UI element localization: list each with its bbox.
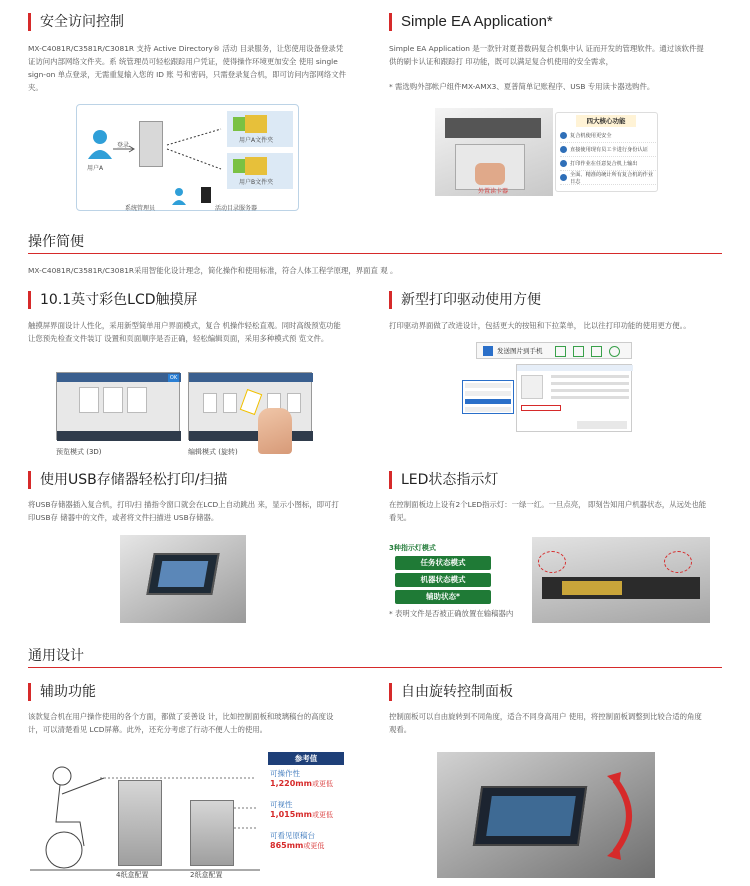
card-reader-label: 外置读卡器 xyxy=(478,188,509,195)
reference-label: 可视性 xyxy=(270,800,293,809)
simple-ea-text: Simple EA Application 是一款针对夏普数码复合机集中认 证而开发的管理软件。通过该软件提供的刷卡认证和跟踪打 印功能，既可以满足复合机使用的安全需求， xyxy=(389,44,704,66)
edit-caption: 编辑模式 (旋转) xyxy=(188,448,238,456)
accessibility-text: 该款复合机在用户操作使用的各个方面，都做了妥善设 计，比如控制面板和玻璃稿台的高度设计，可以清楚看见 LCD屏幕。此外，还充分考虑了行动不便人士的使用。 xyxy=(28,712,334,734)
excel-icon[interactable] xyxy=(573,346,584,357)
section-title-security: 安全访问控制 xyxy=(28,13,124,31)
preview-caption: 预览模式 (3D) xyxy=(56,448,102,456)
lcd-text: 触摸屏界面设计人性化，采用新型简单用户界面模式，复合 机操作轻松直观。同时高级预览功能让您预先检查文件装订 设置和页面顺序是否正确，轻松编辑页面，采用多种模式预 览文件。 xyxy=(28,321,341,343)
expand-icon[interactable] xyxy=(555,346,566,357)
feature-label: 打印作业在任意复合机上输出 xyxy=(570,161,638,167)
reference-title: 参考值 xyxy=(268,752,344,765)
driver-toolbar xyxy=(476,342,632,359)
section-title-print-driver: 新型打印驱动使用方便 xyxy=(389,291,541,309)
section-title-rotating-panel: 自由旋转控制面板 xyxy=(389,683,513,701)
section-title-universal-design: 通用设计 xyxy=(28,648,84,664)
core-features-title: 四大核心功能 xyxy=(576,115,636,127)
core-feature-item xyxy=(560,143,656,157)
led-green-marker xyxy=(538,551,566,573)
reference-label: 可操作性 xyxy=(270,769,300,778)
folder-a-area xyxy=(227,111,293,147)
core-feature-item xyxy=(560,129,656,143)
arrow-icon xyxy=(113,145,137,153)
printer-2-tray-image xyxy=(190,800,234,866)
led-panel-photo xyxy=(532,537,710,623)
section-title-lcd: 10.1英寸彩色LCD触摸屏 xyxy=(28,291,198,309)
folder-b-label: 用户B文件夹 xyxy=(239,179,274,186)
admin-icon xyxy=(172,187,186,205)
reference-label: 可看见原稿台 xyxy=(270,831,315,840)
admin-label: 系统管理员 xyxy=(125,205,156,212)
feature-bullet-icon xyxy=(560,146,567,153)
printer-image xyxy=(139,121,163,167)
rotate-arrow-icon xyxy=(607,770,647,862)
core-feature-item xyxy=(560,157,656,171)
security-text: MX-C4081R/C3581R/C3081R 支持 Active Directory® 活动 目录服务，让您使用设备登录凭证访问内部网络文件夹。系 统管理员可轻松跟踪用户凭证，使得操作环境更加安全 使用 single sign-on 单点登录，无需重复输入您的 ID 账 号和密码，只需登录复合机，即可访问内部网络文件夹。 xyxy=(28,44,347,92)
connection-lines xyxy=(165,123,225,183)
ok-button[interactable]: OK xyxy=(169,375,178,381)
dropdown-popup[interactable] xyxy=(462,380,514,414)
hand-image xyxy=(258,408,292,454)
send-to-phone-button[interactable]: 发送图片到手机 xyxy=(497,347,543,355)
server-icon xyxy=(201,187,211,203)
feature-label: 直接使用现有员工卡进行身份认证 xyxy=(570,147,648,153)
feature-label: 复合机使用更安全 xyxy=(570,133,612,139)
feature-label: 全面、精准的统计所有复合机的作业日志 xyxy=(570,171,654,185)
led-mode-badge: 辅助状态* xyxy=(395,590,491,604)
led-text: 在控制面板边上设有2个LED指示灯：一绿一红。一旦点亮， 即刻告知用户机器状态，从远处也能看见。 xyxy=(389,500,707,522)
easy-operation-text: MX-C4081R/C3581R/C3081R采用智能化设计理念，简化操作和使用标准，符合人体工程学原理，界面直 观 。 xyxy=(28,266,398,275)
folder-b-area xyxy=(227,153,293,189)
reference-value-row xyxy=(270,779,333,789)
reference-value: 1,220mm xyxy=(270,779,312,788)
feature-bullet-icon xyxy=(560,160,567,167)
usb-text: 将USB存储器插入复合机，打印/扫 描指令窗口就会在LCD上自动跳出 来，显示小图标，即可打印USB存 储器中的文件，或者将文件扫描进 USB存储器。 xyxy=(28,500,339,522)
core-feature-item xyxy=(560,171,656,185)
section-title-led: LED状态指示灯 xyxy=(389,471,498,489)
feature-bullet-icon xyxy=(560,132,567,139)
preview-screen xyxy=(56,372,180,440)
gear-icon[interactable] xyxy=(609,346,620,357)
reference-suffix: 或更低 xyxy=(311,811,333,819)
reference-value-row xyxy=(270,810,333,820)
led-mode-badge: 机器状态模式 xyxy=(395,573,491,587)
feature-bullet-icon xyxy=(560,174,567,181)
reference-value-row xyxy=(270,841,324,851)
user-icon xyxy=(87,129,113,159)
printer-4-tray-image xyxy=(118,780,162,866)
user-a-label: 用户A xyxy=(87,165,104,172)
reference-suffix: 或更低 xyxy=(311,780,333,788)
reference-suffix: 或更低 xyxy=(303,842,325,850)
driver-dialog xyxy=(516,364,632,432)
phone-icon xyxy=(483,346,493,356)
reference-value: 1,015mm xyxy=(270,810,312,819)
card-reader-photo xyxy=(435,108,553,196)
rotating-panel-photo xyxy=(437,752,655,878)
login-label: 登录 xyxy=(117,142,130,149)
security-diagram xyxy=(76,104,299,211)
folder-a-label: 用户A文件夹 xyxy=(239,137,274,144)
led-red-marker xyxy=(664,551,692,573)
simple-ea-note: * 需选购外部帐户组件MX-AMX3、夏普简单记账程序、USB 专用读卡器选购件。 xyxy=(389,82,655,91)
edit-screen xyxy=(188,372,312,440)
led-modes-title: 3种指示灯模式 xyxy=(389,544,436,552)
section-title-usb: 使用USB存储器轻松打印/扫描 xyxy=(28,471,227,489)
divider xyxy=(28,253,722,254)
section-title-simple-ea: Simple EA Application* xyxy=(389,13,553,31)
divider xyxy=(28,667,722,668)
led-mode-badge: 任务状态模式 xyxy=(395,556,491,570)
export-icon[interactable] xyxy=(591,346,602,357)
usb-photo xyxy=(120,535,246,623)
four-tray-caption: 4纸盒配置 xyxy=(116,871,149,879)
section-title-accessibility: 辅助功能 xyxy=(28,683,96,701)
core-features-panel xyxy=(555,112,658,192)
rotating-panel-text: 控制面板可以自由旋转到不同角度，适合不同身高用户 使用，将控制面板调整到比较合适的角度观看。 xyxy=(389,712,702,734)
section-title-easy-operation: 操作简便 xyxy=(28,234,84,250)
led-note: * 表明文件是否被正确放置在输稿器内 xyxy=(389,609,514,618)
reference-value: 865mm xyxy=(270,841,304,850)
print-driver-text: 打印驱动界面做了改进设计，包括更大的按钮和下拉菜单， 比以往打印功能的使用更方便。。 xyxy=(389,321,691,330)
ad-server-label: 活动目录服务器 xyxy=(215,205,258,212)
two-tray-caption: 2纸盒配置 xyxy=(190,871,223,879)
